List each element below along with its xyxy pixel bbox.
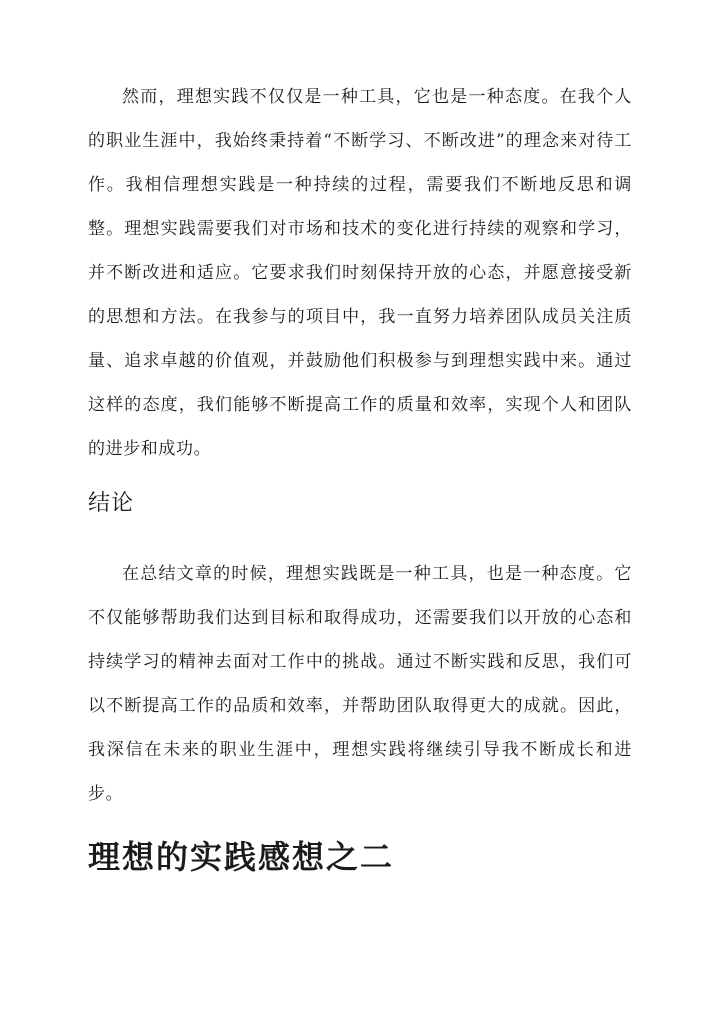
next-article-title: 理想的实践感想之二 — [88, 838, 395, 876]
body-paragraph-conclusion: 在总结文章的时候，理想实践既是一种工具，也是一种态度。它不仅能够帮助我们达到目标和取得成功，还需要我们以开放的心态和持续学习的精神去面对工作中的挑战。通过不断实践和反思，我们可以不断提高工作的品质和效率，并帮助团队取得更大的成就。因此，我深信在未来的职业生涯中，理想实践将继续引导我不断成长和进步。 — [88, 564, 632, 804]
section-heading-conclusion: 结论 — [88, 491, 135, 516]
body-paragraph-attitude: 然而，理想实践不仅仅是一种工具，它也是一种态度。在我个人的职业生涯中，我始终秉持着“不断学习、不断改进”的理念来对待工作。我相信理想实践是一种持续的过程，需要我们不断地反思和调整。理想实践需要我们对市场和技术的变化进行持续的观察和学习，并不断改进和适应。它要求我们时刻保持开放的心态，并愿意接受新的思想和方法。在我参与的项目中，我一直努力培养团队成员关注质量、追求卓越的价值观，并鼓励他们积极参与到理想实践中来。通过这样的态度，我们能够不断提高工作的质量和效率，实现个人和团队的进步和成功。 — [88, 87, 632, 459]
